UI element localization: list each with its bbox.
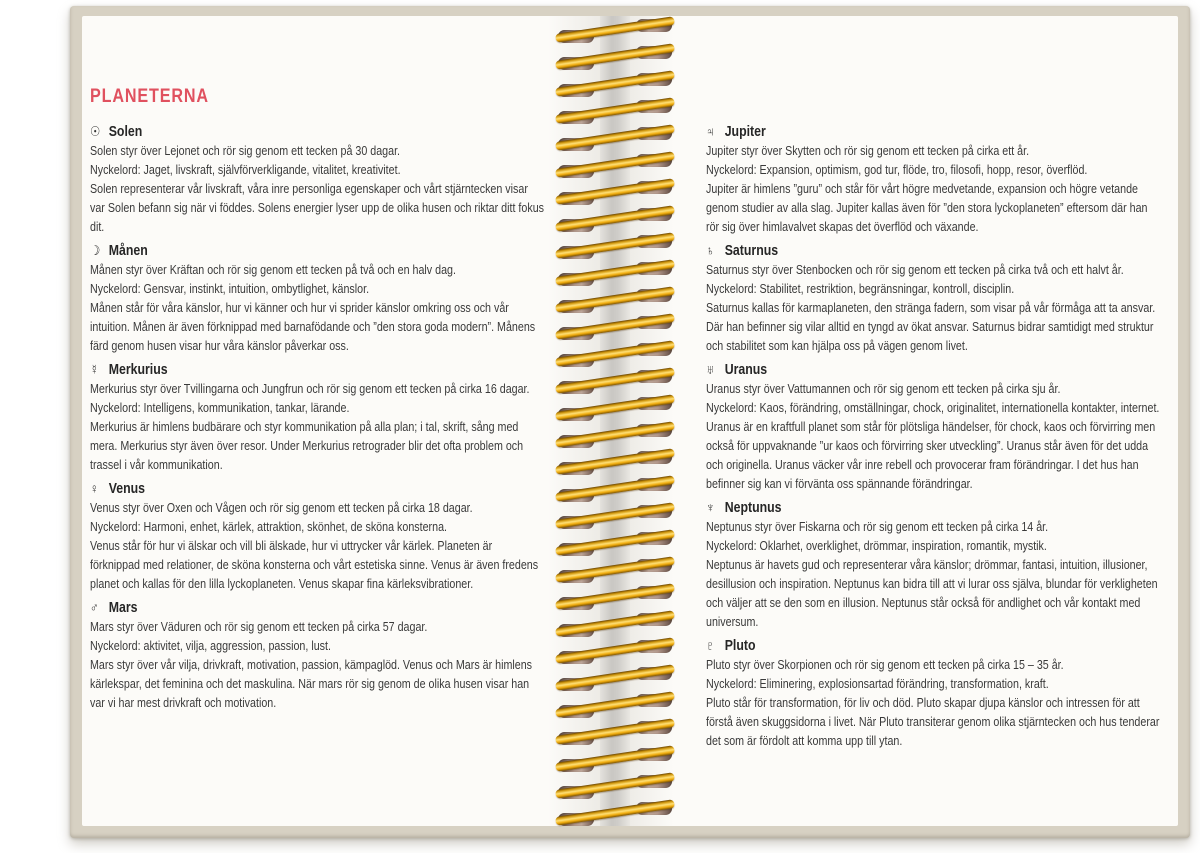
planet-keywords: Nyckelord: aktivitet, vilja, aggression, passion, lust. xyxy=(90,639,331,653)
spiral-loop xyxy=(552,585,678,613)
planet-description: Uranus är en kraftfull planet som står för plötsliga händelser, för chock, kaos och förvirring men också för uppvaknande ”ur kaos och förvirring sker utveckling”. Uranus står även för det udda och originella. Uranus väcker vår inre rebell och provocerar fram förändringar. I det hus han befinner sig kan vi förvänta oss spännande förändringar. xyxy=(706,420,1156,491)
planet-name: Pluto xyxy=(724,638,756,654)
spiral-loop xyxy=(552,261,678,289)
section-neptunus xyxy=(706,498,1161,632)
planet-rule: Jupiter styr över Skytten och rör sig genom ett tecken på cirka ett år. xyxy=(706,144,1030,158)
section-heading xyxy=(706,636,1161,656)
section-venus xyxy=(90,479,545,594)
planet-description: Solen representerar vår livskraft, våra inre personliga egenskaper och vårt stjärntecken visar var Solen befann sig när vi föddes. Solens energier lyser upp de olika husen och riktar ditt fokus dit. xyxy=(90,182,545,234)
planet-name: Mars xyxy=(108,600,138,616)
pluto-icon: ♇ xyxy=(706,638,715,653)
saturn-icon: ♄ xyxy=(706,243,715,258)
sun-icon: ☉ xyxy=(90,124,101,139)
spiral-loop xyxy=(552,423,678,451)
section-heading xyxy=(706,122,1161,142)
planet-keywords: Nyckelord: Oklarhet, overklighet, drömmar, inspiration, romantik, mystik. xyxy=(706,539,1047,553)
right-page-content xyxy=(706,122,1161,755)
planet-keywords: Nyckelord: Intelligens, kommunikation, tankar, lärande. xyxy=(90,401,350,415)
left-page xyxy=(82,16,600,826)
planet-name: Solen xyxy=(108,124,143,140)
planet-keywords: Nyckelord: Expansion, optimism, god tur, flöde, tro, filosofi, hopp, resor, överflöd. xyxy=(706,163,1088,177)
section-heading xyxy=(706,241,1161,261)
section-mars xyxy=(90,598,545,713)
planet-keywords: Nyckelord: Stabilitet, restriktion, begränsningar, kontroll, disciplin. xyxy=(706,282,1015,296)
spiral-loop xyxy=(552,315,678,343)
spiral-loop xyxy=(552,558,678,586)
section-uranus xyxy=(706,360,1161,494)
spiral-loop xyxy=(552,801,678,829)
planet-description: Merkurius är himlens budbärare och styr kommunikation på alla plan; i tal, skrift, sång med mera. Merkurius styr även över resor. Under Merkurius retrograder blir det ofta problem och trassel i vår kommunikation. xyxy=(90,420,524,472)
planet-name: Venus xyxy=(108,481,146,497)
section-pluto xyxy=(706,636,1161,751)
spiral-loop xyxy=(552,666,678,694)
planet-keywords: Nyckelord: Harmoni, enhet, kärlek, attraktion, skönhet, de sköna konsterna. xyxy=(90,520,448,534)
page-title: PLANETERNA xyxy=(90,86,209,107)
planet-keywords: Nyckelord: Kaos, förändring, omställningar, chock, originalitet, internationella kontakter, internet. xyxy=(706,401,1160,415)
spiral-loop xyxy=(552,45,678,73)
spiral-loop xyxy=(552,450,678,478)
spiral-binding xyxy=(552,6,678,838)
spiral-loop xyxy=(552,720,678,748)
spiral-loop xyxy=(552,504,678,532)
spiral-loop xyxy=(552,153,678,181)
planet-description: Neptunus är havets gud och representerar våra känslor; drömmar, fantasi, intuition, illusioner, desillusion och inspiration. Neptunus kan bidra till att vi lurar oss själva, blundar för verkligheten och väljer att se den som en illusion. Neptunus står också för andlighet och vår kontakt med universum. xyxy=(706,558,1158,629)
planet-keywords: Nyckelord: Gensvar, instinkt, intuition, ombytlighet, känslor. xyxy=(90,282,370,296)
planet-keywords: Nyckelord: Jaget, livskraft, självförverkligande, vitalitet, kreativitet. xyxy=(90,163,401,177)
spiral-loop xyxy=(552,612,678,640)
planet-rule: Merkurius styr över Tvillingarna och Jungfrun och rör sig genom ett tecken på cirka 16 dagar. xyxy=(90,382,530,396)
planet-name: Saturnus xyxy=(724,243,779,259)
section-heading xyxy=(90,479,545,499)
planet-rule: Saturnus styr över Stenbocken och rör sig genom ett tecken på cirka två och ett halvt år. xyxy=(706,263,1124,277)
planet-keywords: Nyckelord: Eliminering, explosionsartad förändring, transformation, kraft. xyxy=(706,677,1049,691)
planet-rule: Neptunus styr över Fiskarna och rör sig genom ett tecken på cirka 14 år. xyxy=(706,520,1049,534)
spiral-loop xyxy=(552,747,678,775)
planet-rule: Pluto styr över Skorpionen och rör sig genom ett tecken på cirka 15 – 35 år. xyxy=(706,658,1064,672)
spiral-loop xyxy=(552,72,678,100)
planet-rule: Venus styr över Oxen och Vågen och rör sig genom ett tecken på cirka 18 dagar. xyxy=(90,501,473,515)
spiral-loop xyxy=(552,207,678,235)
section-heading xyxy=(90,241,545,261)
planet-rule: Solen styr över Lejonet och rör sig genom ett tecken på 30 dagar. xyxy=(90,144,401,158)
section-manen xyxy=(90,241,545,356)
section-heading xyxy=(706,360,1161,380)
spiral-loop xyxy=(552,639,678,667)
right-page xyxy=(630,16,1178,826)
spiral-loop xyxy=(552,477,678,505)
spiral-notebook xyxy=(70,6,1190,838)
spiral-loop xyxy=(552,774,678,802)
section-jupiter xyxy=(706,122,1161,237)
planet-name: Månen xyxy=(108,243,148,259)
spiral-loop xyxy=(552,369,678,397)
spiral-loop xyxy=(552,396,678,424)
spiral-loop xyxy=(552,126,678,154)
mercury-icon: ☿ xyxy=(90,362,99,377)
jupiter-icon: ♃ xyxy=(706,124,715,139)
neptune-icon: ♆ xyxy=(706,500,715,515)
section-heading xyxy=(90,598,545,618)
section-heading xyxy=(90,360,545,380)
planet-rule: Uranus styr över Vattumannen och rör sig genom ett tecken på cirka sju år. xyxy=(706,382,1061,396)
planet-description: Saturnus kallas för karmaplaneten, den stränga fadern, som visar på vår förmåga att ta ansvar. Där han befinner sig vilar alltid en tyngd av ökat ansvar. Saturnus bidrar samtidigt med struktur och stabilitet som kan hjälpa oss på vägen genom livet. xyxy=(706,301,1156,353)
mars-icon: ♂ xyxy=(90,600,99,615)
planet-rule: Mars styr över Väduren och rör sig genom ett tecken på cirka 57 dagar. xyxy=(90,620,428,634)
spiral-loop xyxy=(552,99,678,127)
planet-description: Mars styr över vår vilja, drivkraft, motivation, passion, kämpaglöd. Venus och Mars är himlens kärlekspar, det feminina och det maskulina. När mars rör sig genom de olika husen visar han var vi har mest drivkraft och motivation. xyxy=(90,658,533,710)
section-heading xyxy=(90,122,545,142)
planet-rule: Månen styr över Kräftan och rör sig genom ett tecken på två och en halv dag. xyxy=(90,263,456,277)
planet-description: Månen står för våra känslor, hur vi känner och hur vi sprider känslor omkring oss och vår intuition. Månen är även förknippad med barnafödande och ”den stora goda modern”. Månens färd genom husen visar hur våra känslor påverkar oss. xyxy=(90,301,536,353)
section-solen xyxy=(90,122,545,237)
section-saturnus xyxy=(706,241,1161,356)
spiral-loop xyxy=(552,342,678,370)
spiral-loop xyxy=(552,531,678,559)
planet-name: Merkurius xyxy=(108,362,168,378)
spiral-loop xyxy=(552,288,678,316)
uranus-icon: ♅ xyxy=(706,362,715,377)
moon-icon: ☽ xyxy=(90,243,101,258)
left-page-content xyxy=(90,86,545,717)
planet-description: Pluto står för transformation, för liv och död. Pluto skapar djupa känslor och intressen för att förstå även skuggsidorna i livet. När Pluto transiterar genom olika stjärntecken och hus tenderar det som är fördolt att komma upp till ytan. xyxy=(706,696,1160,748)
spiral-loop xyxy=(552,693,678,721)
planet-description: Jupiter är himlens ”guru” och står för vårt högre medvetande, expansion och högre vetande genom studier av alla slag. Jupiter kallas även för ”den stora lyckoplaneten” eftersom där han rör sig över himlavalvet skapas det överflöd och växande. xyxy=(706,182,1148,234)
planet-name: Uranus xyxy=(724,362,768,378)
section-merkurius xyxy=(90,360,545,475)
section-heading xyxy=(706,498,1161,518)
planet-description: Venus står för hur vi älskar och vill bli älskade, hur vi uttrycker vår kärlek. Planeten är förknippad med relationer, de sköna konsterna och vårt estetiska sinne. Venus är även fredens planet och kallas för den lilla lyckoplaneten. Venus skapar fina kärleksvibrationer. xyxy=(90,539,539,591)
spiral-loop xyxy=(552,18,678,46)
spiral-loop xyxy=(552,180,678,208)
venus-icon: ♀ xyxy=(90,481,99,496)
planet-name: Neptunus xyxy=(724,500,782,516)
spiral-loop xyxy=(552,234,678,262)
planet-name: Jupiter xyxy=(724,124,766,140)
